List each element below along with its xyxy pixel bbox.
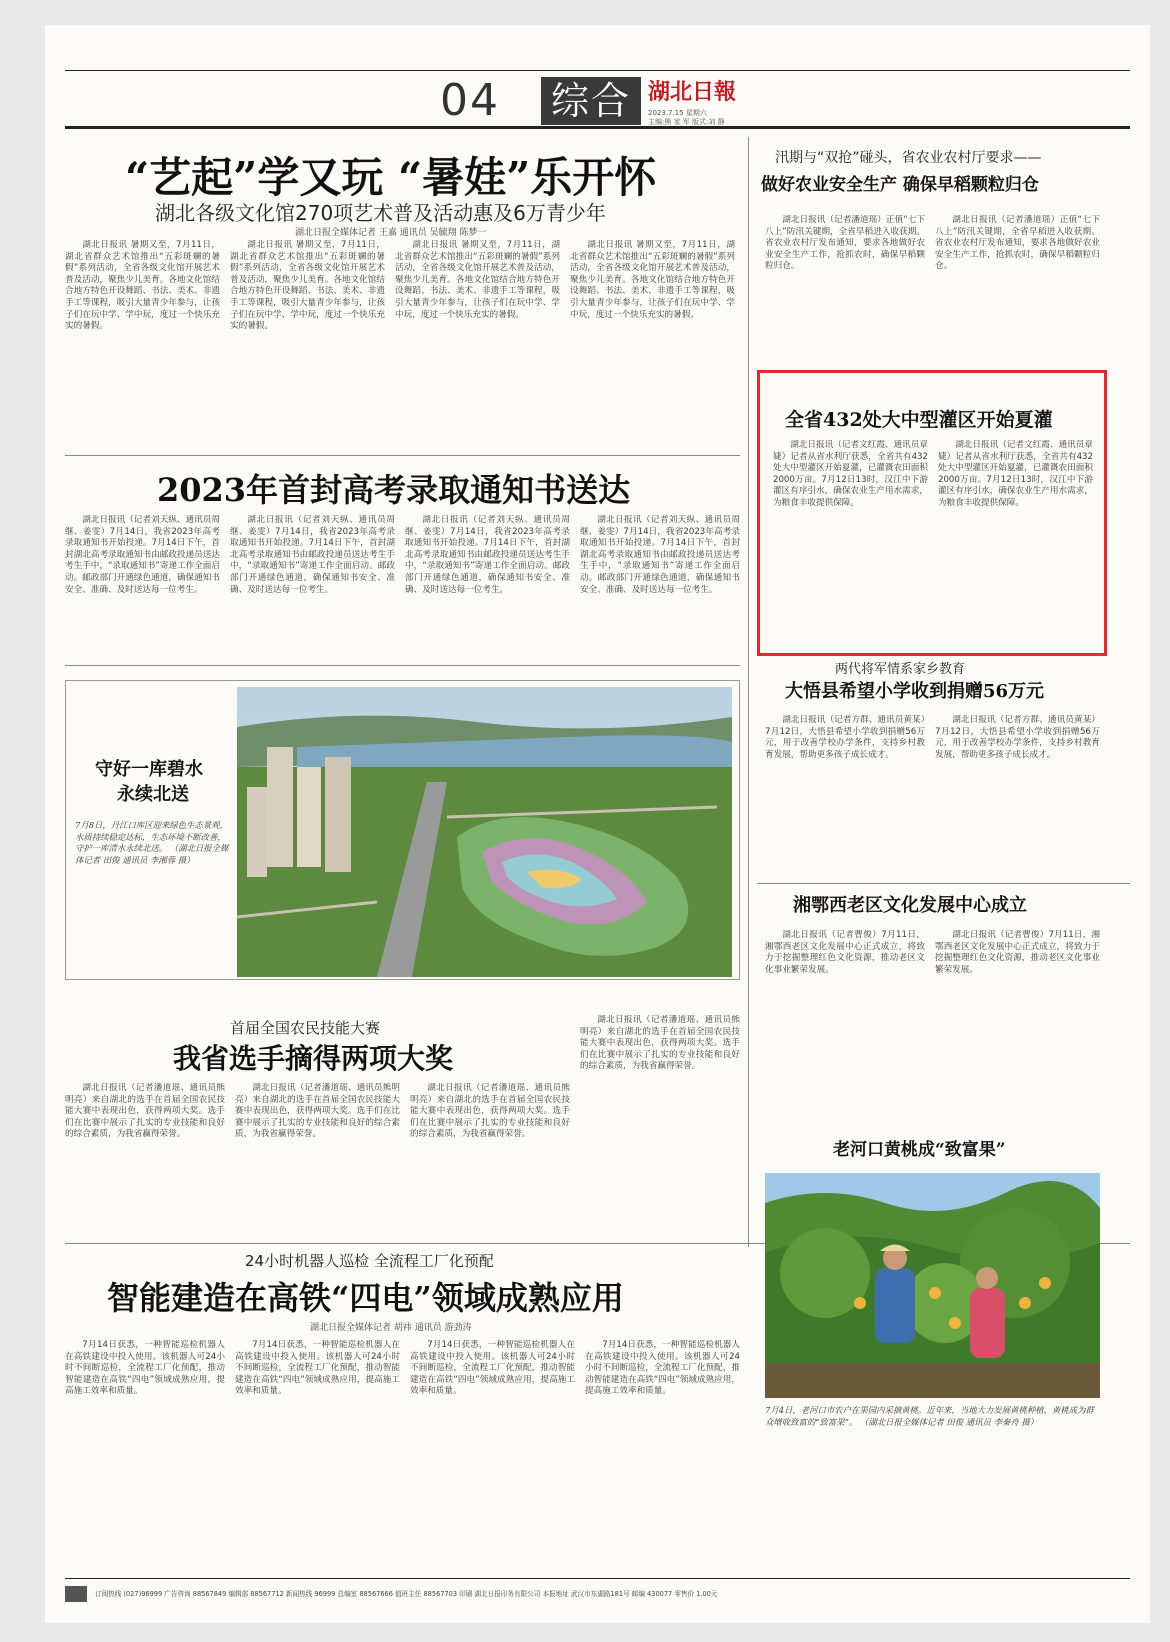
reservoir-photo [237,687,732,977]
story-rail-body-col3: 7月14日获悉，一种智能巡检机器人在高铁建设中投入使用。该机器人可24小时不间断巡检，全流程工厂化预配，推动智能建造在高铁“四电”领域成熟应用，提高施工效率和质量。 [410,1340,575,1397]
column-divider [748,137,749,1247]
story-irrigation-headline: 全省432处大中型灌区开始夏灌 [785,409,1053,431]
footer-text: 订阅热线 (027)96999 广告咨询 88567849 编辑部 88567712 新闻热线 96999 总编室 88567666 值班主任 88567703 印刷 湖北日报印务有限公司 本报地址 武汉市东湖路181号 邮编 430077 零售价 1.00元 [95,1590,718,1598]
story-rail-body-col1: 7月14日获悉，一种智能巡检机器人在高铁建设中投入使用。该机器人可24小时不间断巡检，全流程工厂化预配，推动智能建造在高铁“四电”领域成熟应用，提高施工效率和质量。 [65,1340,225,1397]
peach-illustration [765,1173,1100,1398]
story-exam-body-col2: 湖北日报讯（记者刘天纵、通讯员周继、姜雯）7月14日，我省2023年高考录取通知书开始投递。7月14日下午，首封湖北高考录取通知书由邮政投递员送达考生手中，“录取通知书”寄递工作全面启动。邮政部门开通绿色通道，确保通知书安全、准确、及时送达每一位考生。 [230,515,395,595]
story-school-headline: 大悟县希望小学收到捐赠56万元 [785,681,1045,702]
story-skills-body-col1: 湖北日报讯（记者潘道瑶、通讯员熊明亮）来自湖北的选手在首届全国农民技能大赛中表现出色，获得两项大奖。选手们在比赛中展示了扎实的专业技能和良好的综合素质，为我省赢得荣誉。 [65,1083,225,1140]
story-irrigation-body-col1: 湖北日报讯（记者文红霞、通讯员章婕）记者从省水利厅获悉，全省共有432处大中型灌区开始夏灌，已灌溉农田面积2000万亩。7月12日13时，汉江中下游灌区有序引水，确保农业生产用水需求，为粮食丰收提供保障。 [773,440,928,508]
story-exam-body-col4: 湖北日报讯（记者刘天纵、通讯员周继、姜雯）7月14日，我省2023年高考录取通知书开始投递。7月14日下午，首封湖北高考录取通知书由邮政投递员送达考生手中，“录取通知书”寄递工作全面启动。邮政部门开通绿色通道，确保通知书安全、准确、及时送达每一位考生。 [580,515,740,595]
divider-school [757,883,1130,884]
story-art-body-col1: 湖北日报讯 暑期又至，7月11日，湖北省群众艺术馆推出“五彩斑斓的暑假”系列活动，全省各级文化馆开展艺术普及活动，聚焦少儿美育。各地文化馆结合地方特色开设舞蹈、书法、美术、非遗手工等课程，吸引大量青少年参与，让孩子们在玩中学、学中玩，度过一个快乐充实的暑假。 [65,240,220,332]
story-agri-headline: 做好农业安全生产 确保早稻颗粒归仓 [761,175,1039,195]
story-rail-byline: 湖北日报全媒体记者 胡祎 通讯员 游劲涛 [310,1323,472,1333]
story-skills-body-col3: 湖北日报讯（记者潘道瑶、通讯员熊明亮）来自湖北的选手在首届全国农民技能大赛中表现出色，获得两项大奖。选手们在比赛中展示了扎实的专业技能和良好的综合素质，为我省赢得荣誉。 [410,1083,570,1140]
story-reservoir-caption-byline: （湖北日报全媒体记者 田俊 通讯员 李湘蓉 摄） [75,843,229,865]
story-culture-body-col2: 湖北日报讯（记者曹俊）7月11日，湘鄂西老区文化发展中心正式成立，将致力于挖掘整理红色文化资源，推动老区文化事业繁荣发展。 [935,930,1100,975]
reservoir-illustration [237,687,732,977]
peach-photo [765,1173,1100,1398]
story-exam-headline: 2023年首封高考录取通知书送达 [157,471,631,509]
footer-rule [65,1578,1130,1579]
divider-art [65,455,740,456]
story-exam-body-col3: 湖北日报讯（记者刘天纵、通讯员周继、姜雯）7月14日，我省2023年高考录取通知书开始投递。7月14日下午，首封湖北高考录取通知书由邮政投递员送达考生手中，“录取通知书”寄递工作全面启动。邮政部门开通绿色通道，确保通知书安全、准确、及时送达每一位考生。 [405,515,570,595]
story-skills-body-col4: 湖北日报讯（记者潘道瑶、通讯员熊明亮）来自湖北的选手在首届全国农民技能大赛中表现出色，获得两项大奖。选手们在比赛中展示了扎实的专业技能和良好的综合素质，为我省赢得荣誉。 [580,1015,740,1072]
story-rail-body-col2: 7月14日获悉，一种智能巡检机器人在高铁建设中投入使用。该机器人可24小时不间断巡检，全流程工厂化预配，推动智能建造在高铁“四电”领域成熟应用，提高施工效率和质量。 [235,1340,400,1397]
story-culture-body-col1: 湖北日报讯（记者曹俊）7月11日，湘鄂西老区文化发展中心正式成立，将致力于挖掘整理红色文化资源，推动老区文化事业繁荣发展。 [765,930,925,975]
story-rail-body-col4: 7月14日获悉，一种智能巡检机器人在高铁建设中投入使用。该机器人可24小时不间断巡检，全流程工厂化预配，推动智能建造在高铁“四电”领域成熟应用，提高施工效率和质量。 [585,1340,740,1397]
story-school-kicker: 两代将军情系家乡教育 [835,662,966,677]
story-agri-body-col2: 湖北日报讯（记者潘道瑶）正值“七下八上”防汛关键期，全省早稻进入收获期。省农业农村厅发布通知，要求各地做好农业安全生产工作，抢抓农时，确保早稻颗粒归仓。 [935,215,1100,272]
newspaper-page [45,25,1150,1623]
story-exam-body-col1: 湖北日报讯（记者刘天纵、通讯员周继、姜雯）7月14日，我省2023年高考录取通知书开始投递。7月14日下午，首封湖北高考录取通知书由邮政投递员送达考生手中，“录取通知书”寄递工作全面启动。邮政部门开通绿色通道，确保通知书安全、准确、及时送达每一位考生。 [65,515,220,595]
story-skills-headline: 我省选手摘得两项大奖 [173,1042,454,1075]
story-rail-kicker: 24小时机器人巡检 全流程工厂化预配 [245,1252,494,1270]
story-agri-kicker: 汛期与“双抢”碰头，省农业农村厅要求—— [775,150,1042,166]
story-art-subheadline: 湖北各级文化馆270项艺术普及活动惠及6万青少年 [155,201,606,225]
story-reservoir-headline-1: 守好一库碧水 [95,759,203,780]
page-number: 04 [440,75,500,126]
paper-logo: 湖北日報 [648,79,737,105]
story-skills-body-col2: 湖北日报讯（记者潘道瑶、通讯员熊明亮）来自湖北的选手在首届全国农民技能大赛中表现出色，获得两项大奖。选手们在比赛中展示了扎实的专业技能和良好的综合素质，为我省赢得荣誉。 [235,1083,400,1140]
story-art-headline: “艺起”学又玩 “暑娃”乐开怀 [125,153,657,202]
footer-bar [65,1583,1130,1605]
story-irrigation-body-col2: 湖北日报讯（记者文红霞、通讯员章婕）记者从省水利厅获悉，全省共有432处大中型灌区开始夏灌，已灌溉农田面积2000万亩。7月12日13时，汉江中下游灌区有序引水，确保农业生产用水需求，为粮食丰收提供保障。 [938,440,1093,508]
story-art-byline: 湖北日报全媒体记者 王嘉 通讯员 吴毓翔 陈梦一 [295,228,487,238]
story-art-body-col3: 湖北日报讯 暑期又至，7月11日，湖北省群众艺术馆推出“五彩斑斓的暑假”系列活动，全省各级文化馆开展艺术普及活动，聚焦少儿美育。各地文化馆结合地方特色开设舞蹈、书法、美术、非遗手工等课程，吸引大量青少年参与，让孩子们在玩中学、学中玩，度过一个快乐充实的暑假。 [395,240,560,320]
story-rail-headline: 智能建造在高铁“四电”领域成熟应用 [107,1279,624,1317]
masthead-info [648,109,725,127]
story-peach-headline: 老河口黄桃成“致富果” [833,1140,1006,1160]
top-rule [65,70,1130,71]
story-skills-kicker: 首届全国农民技能大赛 [230,1019,381,1037]
story-school-body-col1: 湖北日报讯（记者方群、通讯员黄某）7月12日，大悟县希望小学收到捐赠56万元，用于改善学校办学条件，支持乡村教育发展，帮助更多孩子成长成才。 [765,715,925,760]
divider-exam [65,665,740,666]
story-peach-caption: 7月4日，老河口市农户在果园内采摘黄桃。近年来，当地大力发展黄桃种植，黄桃成为群众增收致富的“致富果”。 （湖北日报全媒体记者 田俊 通讯员 李秦舟 摄） [765,1405,1094,1427]
story-culture-headline: 湘鄂西老区文化发展中心成立 [793,895,1027,916]
footer-logo-icon [65,1586,87,1602]
story-school-body-col2: 湖北日报讯（记者方群、通讯员黄某）7月12日，大悟县希望小学收到捐赠56万元，用于改善学校办学条件，支持乡村教育发展，帮助更多孩子成长成才。 [935,715,1100,760]
masthead-rule [65,126,1130,129]
story-reservoir-headline-2: 永续北送 [117,784,189,805]
story-art-body-col2: 湖北日报讯 暑期又至，7月11日，湖北省群众艺术馆推出“五彩斑斓的暑假”系列活动，全省各级文化馆开展艺术普及活动，聚焦少儿美育。各地文化馆结合地方特色开设舞蹈、书法、美术、非遗手工等课程，吸引大量青少年参与，让孩子们在玩中学、学中玩，度过一个快乐充实的暑假。 [230,240,385,332]
story-art-body-col4: 湖北日报讯 暑期又至，7月11日，湖北省群众艺术馆推出“五彩斑斓的暑假”系列活动，全省各级文化馆开展艺术普及活动，聚焦少儿美育。各地文化馆结合地方特色开设舞蹈、书法、美术、非遗手工等课程，吸引大量青少年参与，让孩子们在玩中学、学中玩，度过一个快乐充实的暑假。 [570,240,735,320]
section-label: 综合 [541,77,641,125]
editor-line: 主编:熊 家 军 版式:刘 静 [648,118,725,126]
story-agri-body-col1: 湖北日报讯（记者潘道瑶）正值“七下八上”防汛关键期，全省早稻进入收获期。省农业农村厅发布通知，要求各地做好农业安全生产工作，抢抓农时，确保早稻颗粒归仓。 [765,215,925,272]
story-peach-caption-byline: （湖北日报全媒体记者 田俊 通讯员 李秦舟 摄） [859,1416,1039,1427]
date-line: 2023.7.15 星期六 [648,109,707,117]
story-reservoir-caption: 7月8日，丹江口库区迎来绿色生态景观，水质持续稳定达标，生态环境不断改善，守护一库清水永续北送。 （湖北日报全媒体记者 田俊 通讯员 李湘蓉 摄） [75,820,229,865]
